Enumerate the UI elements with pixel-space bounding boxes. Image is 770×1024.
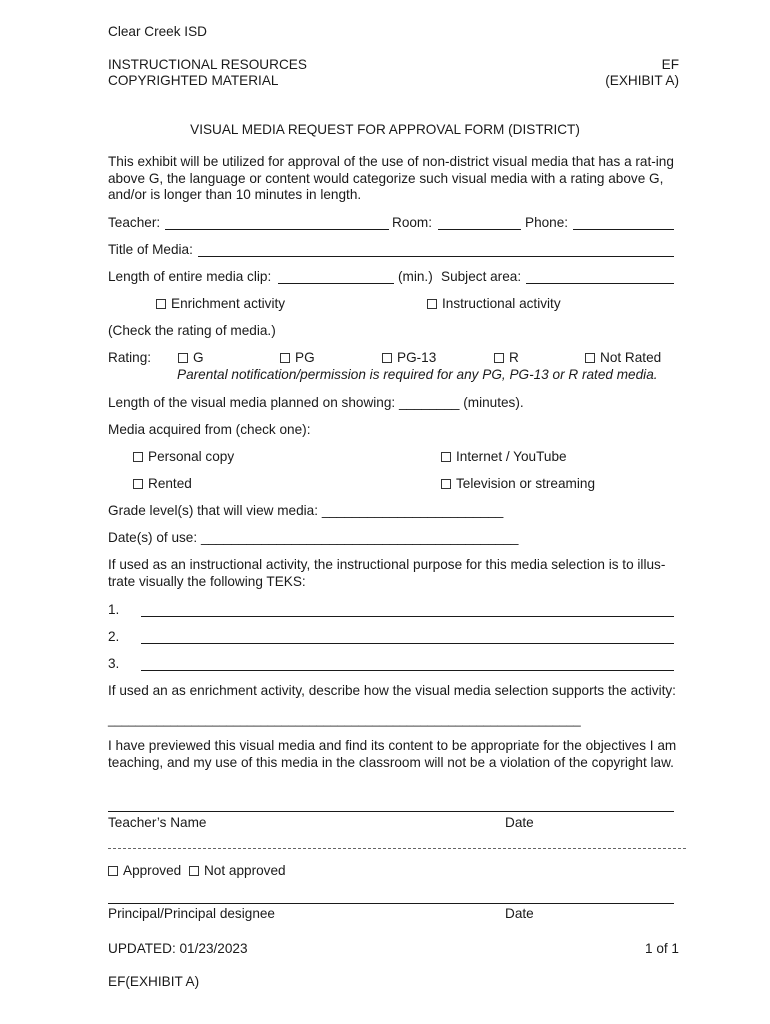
instructional-option[interactable] [427, 296, 561, 312]
tv-streaming-label: Television or streaming [456, 476, 596, 491]
rating-r-checkbox[interactable] [494, 353, 504, 363]
rating-option-pg[interactable] [280, 350, 315, 366]
acquired-tv-option[interactable] [441, 476, 595, 492]
certification-text: I have previewed this visual media and find its content to be appropriate for the objectives I am teaching, and my use of this media in the classroom will not be a violation of the copyright law. [108, 738, 677, 770]
teks-field-3[interactable] [141, 670, 674, 671]
subject-label: Subject area: [441, 269, 522, 284]
not-approved-checkbox[interactable] [189, 866, 199, 876]
teacher-name-label: Teacher’s Name [108, 815, 207, 830]
grade-row [108, 503, 503, 519]
dates-field[interactable]: __________________________________________ [200, 530, 519, 545]
planned-label: Length of the visual media planned on showing: [108, 395, 396, 410]
rating-option-pg13[interactable] [382, 350, 436, 366]
room-field[interactable] [438, 229, 521, 230]
instructional-checkbox[interactable] [427, 299, 437, 309]
rating-option-r[interactable] [494, 350, 519, 366]
form-title: VISUAL MEDIA REQUEST FOR APPROVAL FORM (DISTRICT) [190, 122, 580, 137]
enrichment-checkbox[interactable] [156, 299, 166, 309]
acquired-rented-option[interactable] [133, 476, 192, 492]
length-field[interactable] [278, 283, 394, 284]
acquired-internet-option[interactable] [441, 449, 567, 465]
header-left-line2: COPYRIGHTED MATERIAL [108, 73, 279, 88]
dates-row [108, 530, 518, 546]
approval-row [108, 863, 286, 879]
phone-field[interactable] [573, 229, 674, 230]
grade-field[interactable]: ________________________ [321, 503, 504, 518]
room-label: Room: [392, 215, 433, 230]
rating-option-not-rated[interactable] [585, 350, 661, 366]
rating-r-label: R [509, 350, 519, 365]
header-right-line1: EF [661, 57, 679, 72]
enrichment-describe-field[interactable]: ____________________________________________________________________ [108, 713, 581, 727]
grade-label: Grade level(s) that will view media: [108, 503, 319, 518]
parental-note: Parental notification/permission is required for any PG, PG-13 or R rated media. [177, 367, 658, 382]
principal-signature-line[interactable] [108, 903, 674, 904]
rented-checkbox[interactable] [133, 479, 143, 489]
principal-label: Principal/Principal designee [108, 906, 275, 921]
district-name: Clear Creek ISD [108, 24, 207, 39]
dates-label: Date(s) of use: [108, 530, 198, 545]
enrichment-option[interactable] [156, 296, 285, 312]
rating-pg13-checkbox[interactable] [382, 353, 392, 363]
teacher-signature-line[interactable] [108, 811, 674, 812]
instructional-purpose-text: If used as an instructional activity, the instructional purpose for this media selection is to illus-trate visually the following TEKS: [108, 557, 666, 589]
footer-code: EF(EXHIBIT A) [108, 974, 200, 989]
rating-pg-checkbox[interactable] [280, 353, 290, 363]
teks-number-1: 1. [108, 602, 120, 617]
enrichment-describe-text: If used an as enrichment activity, describe how the visual media selection supports the activity: [108, 683, 676, 698]
enrichment-label: Enrichment activity [171, 296, 286, 311]
subject-field[interactable] [526, 283, 674, 284]
length-label: Length of entire media clip: [108, 269, 272, 284]
approved-label: Approved [123, 863, 182, 878]
rating-not-rated-checkbox[interactable] [585, 353, 595, 363]
internet-label: Internet / YouTube [456, 449, 567, 464]
teks-number-2: 2. [108, 629, 120, 644]
header-right-line2: (EXHIBIT A) [605, 73, 679, 88]
min-label: (min.) [398, 269, 433, 284]
personal-copy-label: Personal copy [148, 449, 235, 464]
instructional-label: Instructional activity [442, 296, 561, 311]
rating-option-g[interactable] [178, 350, 204, 366]
rating-g-checkbox[interactable] [178, 353, 188, 363]
principal-date-label: Date [505, 906, 534, 921]
teacher-label: Teacher: [108, 215, 161, 230]
rating-pg13-label: PG-13 [397, 350, 437, 365]
tv-streaming-checkbox[interactable] [441, 479, 451, 489]
minutes-label: (minutes). [463, 395, 524, 410]
check-rating-text: (Check the rating of media.) [108, 323, 276, 338]
phone-label: Phone: [525, 215, 569, 230]
personal-copy-checkbox[interactable] [133, 452, 143, 462]
planned-length-row [108, 395, 524, 411]
internet-checkbox[interactable] [441, 452, 451, 462]
planned-field[interactable]: ________ [398, 395, 460, 410]
cut-line-divider [108, 848, 686, 849]
acquired-label: Media acquired from (check one): [108, 422, 311, 437]
acquired-personal-option[interactable] [133, 449, 234, 465]
rating-pg-label: PG [295, 350, 315, 365]
teacher-date-label: Date [505, 815, 534, 830]
teks-number-3: 3. [108, 656, 120, 671]
rented-label: Rented [148, 476, 192, 491]
approved-checkbox[interactable] [108, 866, 118, 876]
teks-field-2[interactable] [141, 643, 674, 644]
title-media-label: Title of Media: [108, 242, 193, 257]
header-left-line1: INSTRUCTIONAL RESOURCES [108, 57, 307, 72]
title-media-field[interactable] [198, 256, 674, 257]
page-number: 1 of 1 [644, 941, 679, 956]
teks-field-1[interactable] [141, 616, 674, 617]
rating-g-label: G [193, 350, 204, 365]
teacher-field[interactable] [165, 229, 389, 230]
not-approved-label: Not approved [203, 863, 286, 878]
rating-not-rated-label: Not Rated [600, 350, 662, 365]
intro-paragraph: This exhibit will be utilized for approval of the use of non-district visual media that has a rat-ing above G, the language or content would categorize such visual media with a rating above G, and/or is longer than 10 minutes in length. [108, 154, 674, 202]
updated-date: UPDATED: 01/23/2023 [108, 941, 248, 956]
rating-label: Rating: [108, 350, 152, 365]
